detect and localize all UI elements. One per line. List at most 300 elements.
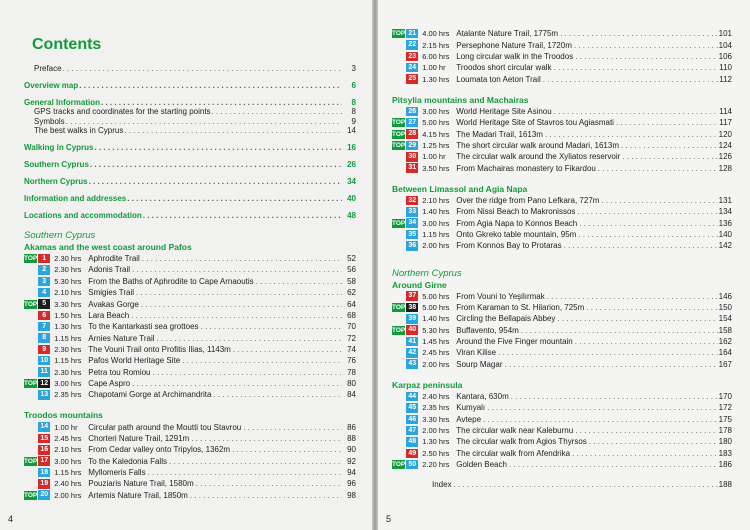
walk-number-badge: 26 bbox=[406, 107, 418, 117]
walk-name: Loumata ton Aeton Trail bbox=[456, 74, 541, 84]
walk-entry[interactable] bbox=[392, 325, 732, 336]
walk-entry[interactable] bbox=[392, 336, 732, 347]
walk-number-badge: 35 bbox=[406, 230, 418, 240]
walk-duration: 2.50 hrs bbox=[422, 448, 450, 458]
top-badge: TOP bbox=[392, 30, 406, 38]
walk-number-badge: 2 bbox=[38, 265, 50, 275]
area-heading: Pitsylia mountains and Machairas bbox=[392, 94, 529, 105]
walk-page: 80 bbox=[347, 378, 356, 388]
walk-page: 183 bbox=[718, 448, 732, 458]
right-walk-sections-north bbox=[392, 280, 732, 471]
leader-dots bbox=[94, 143, 343, 152]
walk-entry[interactable] bbox=[392, 414, 732, 425]
walk-entry[interactable] bbox=[392, 106, 732, 117]
leader-dots bbox=[188, 491, 342, 500]
walk-page: 78 bbox=[347, 367, 356, 377]
walk-entry[interactable] bbox=[392, 28, 732, 39]
toc-entry[interactable] bbox=[24, 211, 356, 220]
walk-page: 96 bbox=[347, 479, 356, 489]
walk-number-badge: 11 bbox=[38, 367, 50, 377]
walk-entry[interactable] bbox=[392, 436, 732, 447]
walk-entry[interactable] bbox=[24, 490, 356, 501]
walk-name: Golden Beach bbox=[456, 460, 507, 470]
walk-name: From Vouni to Yeşilırmak bbox=[456, 291, 545, 301]
leader-dots bbox=[620, 152, 718, 161]
walk-entry[interactable] bbox=[392, 51, 732, 62]
walk-name: Long circular walk in the Troodos bbox=[456, 51, 574, 61]
leader-dots bbox=[596, 164, 718, 173]
toc-entry-label: Northern Cyprus bbox=[24, 176, 88, 186]
walk-entry[interactable] bbox=[392, 291, 732, 302]
walk-duration: 1.15 hrs bbox=[54, 467, 82, 477]
walk-page: 180 bbox=[718, 437, 732, 447]
walk-entry[interactable] bbox=[24, 355, 356, 366]
top-badge: TOP bbox=[392, 141, 406, 149]
leader-dots bbox=[552, 107, 718, 116]
walk-entry[interactable] bbox=[392, 162, 732, 173]
walk-name: Circular path around the Moutti tou Stavrou bbox=[88, 422, 242, 432]
walk-page: 104 bbox=[718, 40, 732, 50]
walk-page: 112 bbox=[719, 74, 732, 84]
walk-duration: 1.15 hrs bbox=[54, 356, 82, 366]
walk-number-badge: 46 bbox=[406, 415, 418, 425]
walk-number-badge: 40 bbox=[406, 325, 418, 335]
walk-name: World Heritage Site of Stavros tou Agiasmati bbox=[456, 118, 614, 128]
leader-dots bbox=[139, 300, 342, 309]
walk-name: Kumyalı bbox=[456, 403, 486, 413]
walk-duration: 5.00 hrs bbox=[422, 303, 450, 313]
leader-dots bbox=[496, 348, 718, 357]
walk-name: Lara Beach bbox=[88, 310, 130, 320]
toc-entry-label: Information and addresses bbox=[24, 193, 127, 203]
walk-number-badge: 33 bbox=[406, 207, 418, 217]
walk-page: 64 bbox=[347, 299, 356, 309]
walk-number-badge: 30 bbox=[406, 152, 418, 162]
walk-duration: 2.00 hrs bbox=[422, 426, 450, 436]
walk-name: The circular walk from Afendrika bbox=[456, 448, 571, 458]
walk-entry[interactable] bbox=[24, 332, 356, 343]
leader-dots bbox=[146, 468, 342, 477]
walk-page: 76 bbox=[347, 356, 356, 366]
walk-page: 98 bbox=[347, 490, 356, 500]
walk-page: 70 bbox=[347, 322, 356, 332]
walk-name: From Konnos Bay to Protaras bbox=[456, 241, 562, 251]
walk-entry[interactable] bbox=[392, 391, 732, 402]
walk-duration: 2.30 hrs bbox=[54, 344, 82, 354]
walk-entry[interactable] bbox=[24, 264, 356, 275]
walk-page: 117 bbox=[719, 118, 732, 128]
walk-page: 88 bbox=[347, 433, 356, 443]
top-badge: TOP bbox=[24, 491, 38, 499]
walk-page: 74 bbox=[347, 344, 356, 354]
walk-duration: 1.00 hr bbox=[54, 422, 78, 432]
walk-entry[interactable] bbox=[392, 117, 732, 128]
toc-entry[interactable] bbox=[24, 143, 356, 152]
area-heading: Troodos mountains bbox=[24, 410, 103, 421]
walk-number-badge: 19 bbox=[38, 479, 50, 489]
leader-dots bbox=[194, 479, 342, 488]
walk-duration: 1.30 hrs bbox=[422, 74, 450, 84]
toc-entry-page: 26 bbox=[347, 159, 356, 169]
walk-entry[interactable] bbox=[24, 433, 356, 444]
walk-name: Aphrodite Trail bbox=[88, 254, 140, 264]
walk-entry[interactable] bbox=[24, 455, 356, 466]
walk-page: 114 bbox=[719, 106, 732, 116]
index-label: Index bbox=[432, 480, 452, 490]
walk-duration: 1.15 hrs bbox=[54, 333, 82, 343]
walk-number-badge: 47 bbox=[406, 426, 418, 436]
leader-dots bbox=[211, 390, 342, 399]
leader-dots bbox=[614, 118, 718, 127]
index-entry[interactable] bbox=[392, 480, 732, 489]
walk-duration: 6.00 hrs bbox=[422, 51, 450, 61]
walk-name: The Vouni Trail onto Profitis Ilias, 1143m bbox=[88, 344, 231, 354]
walk-duration: 2.00 hrs bbox=[54, 490, 82, 500]
walk-entry[interactable] bbox=[392, 128, 732, 139]
area-heading: Karpaz peninsula bbox=[392, 379, 463, 390]
walk-name: Adonis Trail bbox=[88, 265, 131, 275]
walk-name: The circular walk around the Xyliatos reservoir bbox=[456, 152, 621, 162]
leader-dots bbox=[558, 29, 718, 38]
walk-page: 136 bbox=[718, 218, 732, 228]
toc-entry[interactable] bbox=[24, 107, 356, 116]
walk-number-badge: 50 bbox=[406, 460, 418, 470]
walk-name: Sourp Magar bbox=[456, 359, 503, 369]
leader-dots bbox=[541, 75, 718, 84]
walk-entry[interactable] bbox=[392, 229, 732, 240]
leader-dots bbox=[584, 303, 718, 312]
toc-entry[interactable] bbox=[24, 81, 356, 90]
toc-entry-label: Symbols bbox=[34, 116, 65, 126]
walk-entry[interactable] bbox=[24, 287, 356, 298]
walk-entry[interactable] bbox=[392, 73, 732, 84]
walk-entry[interactable] bbox=[24, 344, 356, 355]
walk-number-badge: 32 bbox=[406, 196, 418, 206]
index-page: 188 bbox=[718, 480, 732, 490]
walk-duration: 4.00 hrs bbox=[422, 29, 450, 39]
toc-entry-page: 16 bbox=[347, 142, 356, 152]
walk-entry[interactable] bbox=[392, 217, 732, 228]
walk-number-badge: 18 bbox=[38, 468, 50, 478]
toc-entry-label: GPS tracks and coordinates for the starting points bbox=[34, 107, 211, 117]
walk-duration: 2.10 hrs bbox=[54, 445, 82, 455]
walk-name: Cape Aspro bbox=[88, 378, 131, 388]
walk-page: 140 bbox=[718, 229, 732, 239]
leader-dots bbox=[140, 254, 342, 263]
walk-name: Smigies Trail bbox=[88, 288, 135, 298]
walk-page: 164 bbox=[718, 348, 732, 358]
toc-entry-page: 14 bbox=[347, 126, 356, 136]
leader-dots bbox=[519, 326, 718, 335]
walk-duration: 3.30 hrs bbox=[54, 299, 82, 309]
walk-number-badge: 45 bbox=[406, 403, 418, 413]
region-heading: Southern Cyprus bbox=[24, 229, 96, 241]
leader-dots bbox=[89, 160, 342, 169]
leader-dots bbox=[180, 356, 342, 365]
walk-duration: 2.15 hrs bbox=[422, 40, 450, 50]
walk-page: 142 bbox=[718, 241, 732, 251]
walk-number-badge: 31 bbox=[406, 163, 418, 173]
leader-dots bbox=[555, 314, 718, 323]
walk-number-badge: 43 bbox=[406, 359, 418, 369]
walk-name: Kantara, 630m bbox=[456, 392, 509, 402]
walk-number-badge: 5 bbox=[38, 299, 50, 309]
walk-page: 86 bbox=[347, 422, 356, 432]
walk-entry[interactable] bbox=[24, 321, 356, 332]
walk-entry[interactable] bbox=[392, 425, 732, 436]
walk-entry[interactable] bbox=[24, 310, 356, 321]
leader-dots bbox=[577, 219, 718, 228]
walk-page: 178 bbox=[718, 426, 732, 436]
walk-name: Over the ridge from Pano Lefkara, 727m bbox=[456, 195, 600, 205]
walk-page: 62 bbox=[347, 288, 356, 298]
contents-title: Contents bbox=[32, 36, 102, 53]
walk-name: From Agia Napa to Konnos Beach bbox=[456, 218, 578, 228]
walk-duration: 5.30 hrs bbox=[54, 276, 82, 286]
walk-entry[interactable] bbox=[392, 347, 732, 358]
walk-duration: 2.30 hrs bbox=[54, 367, 82, 377]
walk-duration: 1.00 hr bbox=[422, 152, 446, 162]
walk-name: Around the Five Finger mountain bbox=[456, 337, 573, 347]
walk-number-badge: 49 bbox=[406, 449, 418, 459]
toc-entry-label: Locations and accommodation bbox=[24, 210, 142, 220]
walk-entry[interactable] bbox=[392, 359, 732, 370]
toc-entry-page: 9 bbox=[351, 116, 356, 126]
walk-number-badge: 10 bbox=[38, 356, 50, 366]
walk-name: Avakas Gorge bbox=[88, 299, 139, 309]
leader-dots bbox=[100, 98, 342, 107]
walk-duration: 3.00 hrs bbox=[422, 106, 450, 116]
walk-number-badge: 1 bbox=[38, 254, 50, 264]
walk-duration: 1.25 hrs bbox=[422, 140, 450, 150]
leader-dots bbox=[452, 480, 719, 489]
toc-entry[interactable] bbox=[24, 160, 356, 169]
walk-duration: 5.00 hrs bbox=[422, 118, 450, 128]
walk-duration: 2.35 hrs bbox=[54, 390, 82, 400]
toc-entry-page: 3 bbox=[351, 64, 356, 73]
leader-dots bbox=[123, 126, 342, 135]
walk-name: Troodos short circular walk bbox=[456, 63, 552, 73]
toc-entry[interactable] bbox=[24, 117, 356, 126]
walk-duration: 5.00 hrs bbox=[422, 291, 450, 301]
walk-page: 72 bbox=[347, 333, 356, 343]
leader-dots bbox=[88, 177, 342, 186]
left-page bbox=[0, 0, 372, 530]
walk-entry[interactable] bbox=[24, 276, 356, 287]
walk-entry[interactable] bbox=[392, 206, 732, 217]
leader-dots bbox=[142, 211, 342, 220]
walk-entry[interactable] bbox=[392, 151, 732, 162]
walk-number-badge: 21 bbox=[406, 29, 418, 39]
walk-duration: 2.30 hrs bbox=[54, 265, 82, 275]
toc-entry[interactable] bbox=[24, 194, 356, 203]
walk-number-badge: 8 bbox=[38, 333, 50, 343]
walk-duration: 1.30 hrs bbox=[54, 322, 82, 332]
leader-dots bbox=[189, 434, 342, 443]
toc-entry-label: Preface bbox=[34, 64, 62, 73]
walk-entry[interactable] bbox=[24, 444, 356, 455]
walk-number-badge: 41 bbox=[406, 337, 418, 347]
walk-number-badge: 27 bbox=[406, 118, 418, 128]
walk-entry[interactable] bbox=[392, 62, 732, 73]
walk-entry[interactable] bbox=[392, 140, 732, 151]
walk-page: 134 bbox=[718, 207, 732, 217]
leader-dots bbox=[231, 345, 342, 354]
area-heading: Around Girne bbox=[392, 279, 447, 290]
walk-page: 154 bbox=[718, 314, 732, 324]
walk-number-badge: 24 bbox=[406, 63, 418, 73]
walk-number-badge: 36 bbox=[406, 241, 418, 251]
leader-dots bbox=[65, 117, 342, 126]
top-badge: TOP bbox=[392, 119, 406, 127]
top-badge: TOP bbox=[24, 300, 38, 308]
leader-dots bbox=[562, 241, 718, 250]
walk-page: 158 bbox=[718, 325, 732, 335]
walk-name: The circular walk near Kaleburnu bbox=[456, 426, 574, 436]
toc-entry[interactable] bbox=[24, 177, 356, 186]
walk-duration: 1.40 hrs bbox=[422, 207, 450, 217]
walk-duration: 2.00 hrs bbox=[422, 359, 450, 369]
walk-number-badge: 20 bbox=[38, 490, 50, 500]
leader-dots bbox=[545, 292, 718, 301]
leader-dots bbox=[211, 107, 342, 116]
walk-duration: 1.00 hr bbox=[422, 63, 446, 73]
area-heading: Akamas and the west coast around Pafos bbox=[24, 241, 192, 252]
walk-number-badge: 13 bbox=[38, 390, 50, 400]
walk-name: Buffavento, 954m bbox=[456, 325, 519, 335]
walk-name: Petra tou Romiou bbox=[88, 367, 151, 377]
toc-entry-label: Southern Cyprus bbox=[24, 159, 89, 169]
walk-entry[interactable] bbox=[392, 459, 732, 470]
walk-duration: 3.50 hrs bbox=[422, 163, 450, 173]
leader-dots bbox=[599, 196, 718, 205]
walk-name: From Nissi Beach to Makronissos bbox=[456, 207, 576, 217]
right-page bbox=[378, 0, 750, 530]
walk-duration: 2.10 hrs bbox=[422, 195, 450, 205]
leader-dots bbox=[129, 311, 342, 320]
walk-entry[interactable] bbox=[392, 448, 732, 459]
walk-entry[interactable] bbox=[392, 39, 732, 50]
walk-page: 124 bbox=[718, 140, 732, 150]
walk-page: 175 bbox=[718, 414, 732, 424]
walk-page: 58 bbox=[347, 276, 356, 286]
walk-number-badge: 15 bbox=[38, 434, 50, 444]
walk-entry[interactable] bbox=[392, 240, 732, 251]
leader-dots bbox=[130, 265, 342, 274]
walk-duration: 3.00 hrs bbox=[422, 218, 450, 228]
walk-duration: 1.15 hrs bbox=[422, 229, 450, 239]
walk-name: Circling the Bellapais Abbey bbox=[456, 314, 556, 324]
toc-entry[interactable] bbox=[24, 64, 356, 73]
walk-name: From Karaman to St. Hilarion, 725m bbox=[456, 303, 585, 313]
walk-page: 167 bbox=[718, 359, 732, 369]
walk-number-badge: 16 bbox=[38, 445, 50, 455]
toc-entry-page: 6 bbox=[351, 80, 356, 90]
walk-entry[interactable] bbox=[24, 389, 356, 400]
leader-dots bbox=[167, 457, 342, 466]
walk-duration: 2.40 hrs bbox=[54, 479, 82, 489]
toc-entry[interactable] bbox=[24, 126, 356, 135]
walk-page: 106 bbox=[718, 51, 732, 61]
walk-duration: 2.40 hrs bbox=[422, 392, 450, 402]
toc-entry[interactable] bbox=[24, 98, 356, 107]
walk-page: 120 bbox=[718, 129, 732, 139]
walk-page: 131 bbox=[718, 195, 732, 205]
walk-number-badge: 9 bbox=[38, 345, 50, 355]
leader-dots bbox=[573, 337, 718, 346]
walk-entry[interactable] bbox=[24, 421, 356, 432]
walk-page: 128 bbox=[718, 163, 732, 173]
toc-entry-page: 8 bbox=[351, 97, 356, 107]
walk-number-badge: 17 bbox=[38, 456, 50, 466]
walk-name: The Madari Trail, 1613m bbox=[456, 129, 543, 139]
walk-entry[interactable] bbox=[392, 313, 732, 324]
walk-name: Artemis Nature Trail, 1850m bbox=[88, 490, 188, 500]
walk-entry[interactable] bbox=[24, 253, 356, 264]
walk-number-badge: 14 bbox=[38, 422, 50, 432]
walk-name: From Machairas monastery to Fikardou bbox=[456, 163, 596, 173]
leader-dots bbox=[587, 437, 718, 446]
walk-number-badge: 37 bbox=[406, 291, 418, 301]
leader-dots bbox=[62, 64, 342, 73]
walk-entry[interactable] bbox=[24, 478, 356, 489]
walk-entry[interactable] bbox=[392, 402, 732, 413]
leader-dots bbox=[575, 207, 718, 216]
walk-entry[interactable] bbox=[392, 302, 732, 313]
top-badge: TOP bbox=[24, 457, 38, 465]
walk-page: 126 bbox=[718, 152, 732, 162]
walk-name: Pafos World Heritage Site bbox=[88, 356, 181, 366]
page-number: 4 bbox=[8, 514, 14, 524]
region-heading: Northern Cyprus bbox=[392, 267, 462, 279]
leader-dots bbox=[573, 52, 718, 61]
walk-number-badge: 22 bbox=[406, 40, 418, 50]
walk-duration: 1.50 hrs bbox=[54, 310, 82, 320]
toc-entry-page: 8 bbox=[351, 107, 356, 117]
walk-name: Onto Gkreko table mountain, 95m bbox=[456, 229, 577, 239]
walk-entry[interactable] bbox=[24, 298, 356, 309]
leader-dots bbox=[241, 423, 342, 432]
toc-entry-page: 48 bbox=[347, 210, 356, 220]
walk-entry[interactable] bbox=[392, 195, 732, 206]
walk-number-badge: 34 bbox=[406, 218, 418, 228]
walk-duration: 1.30 hrs bbox=[422, 437, 450, 447]
walk-duration: 1.40 hrs bbox=[422, 314, 450, 324]
walk-duration: 2.30 hrs bbox=[54, 254, 82, 264]
top-badge: TOP bbox=[392, 461, 406, 469]
top-badge: TOP bbox=[24, 379, 38, 387]
walk-name: The circular walk from Agios Thyrsos bbox=[456, 437, 587, 447]
walk-name: To the Kaledonia Falls bbox=[88, 456, 167, 466]
walk-page: 56 bbox=[347, 265, 356, 275]
toc-entry-label: General Information bbox=[24, 97, 101, 107]
leader-dots bbox=[130, 379, 342, 388]
leader-dots bbox=[552, 63, 718, 72]
walk-number-badge: 6 bbox=[38, 311, 50, 321]
walk-number-badge: 7 bbox=[38, 322, 50, 332]
walk-name: Chapotami Gorge at Archimandrita bbox=[88, 390, 212, 400]
walk-duration: 2.45 hrs bbox=[54, 433, 82, 443]
walk-name: Arnies Nature Trail bbox=[88, 333, 155, 343]
toc-entry-label: The best walks in Cyprus bbox=[34, 126, 124, 136]
walk-entry[interactable] bbox=[24, 467, 356, 478]
walk-entry[interactable] bbox=[24, 366, 356, 377]
walk-page: 92 bbox=[347, 456, 356, 466]
walk-number-badge: 23 bbox=[406, 52, 418, 62]
area-heading: Between Limassol and Agia Napa bbox=[392, 183, 528, 194]
walk-entry[interactable] bbox=[24, 378, 356, 389]
walk-page: 110 bbox=[719, 63, 732, 73]
